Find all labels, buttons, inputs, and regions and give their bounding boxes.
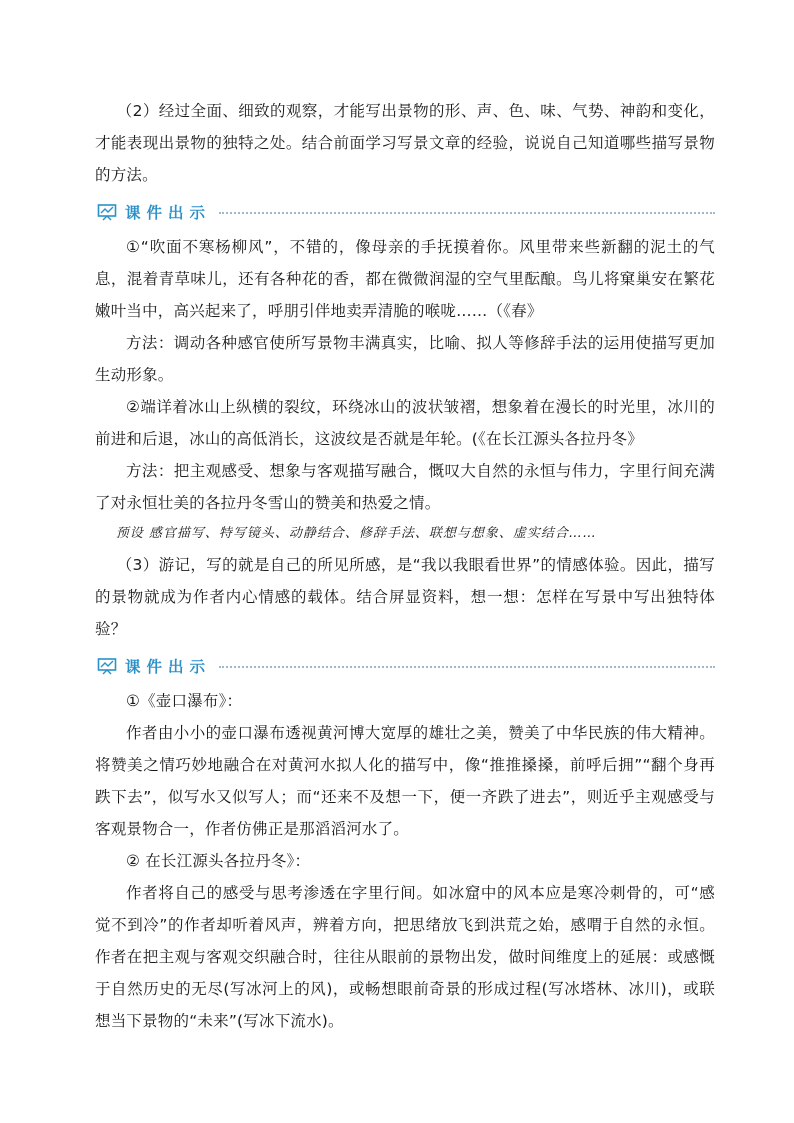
question-3: （3）游记，写的就是自己的所见所感，是“我以我眼看世界”的情感体验。因此，描写的景物就成为作者内心情感的载体。结合屏显资料，想一想：怎样在写景中写出独特体验？ bbox=[95, 556, 715, 638]
document-page bbox=[95, 95, 715, 1037]
dotted-divider bbox=[219, 666, 715, 668]
courseware-header-1 bbox=[95, 195, 715, 229]
presentation-board-icon bbox=[97, 203, 117, 221]
analysis-2-body: 作者将自己的感受与思考渗透在字里行间。如冰窟中的风本应是寒冷刺骨的，可“感觉不到冷”的作者却听着风声，辨着方向，把思绪放飞到洪荒之始，感喟于自然的永恒。作者在把主观与客观交织融合时，往往从眼前的景物出发，做时间维度上的延展：或感慨于自然历史的无尽(写冰河上的风)，或畅想眼前奇景的形成过程(写冰塔林、冰川)，或联想当下景物的“未来”(写冰下流水)。 bbox=[95, 884, 715, 1030]
dotted-divider bbox=[219, 212, 715, 214]
presentation-board-icon bbox=[97, 657, 117, 675]
example-2-method: 方法：把主观感受、想象与客观描写融合，慨叹大自然的永恒与伟力，字里行间充满了对永恒壮美的各拉丹冬雪山的赞美和热爱之情。 bbox=[95, 462, 715, 512]
analysis-1-title: ①《壶口瀑布》： bbox=[126, 692, 243, 710]
example-1-method: 方法：调动各种感官使所写景物丰满真实，比喻、拟人等修辞手法的运用使描写更加生动形象。 bbox=[95, 334, 715, 384]
preset-answer: 预设 感官描写、特写镜头、动静结合、修辞手法、联想与想象、虚实结合…… bbox=[115, 526, 597, 541]
question-2: （2）经过全面、细致的观察，才能写出景物的形、声、色、味、气势、神韵和变化，才能表现出景物的独特之处。结合前面学习写景文章的经验，说说自己知道哪些描写景物的方法。 bbox=[95, 102, 715, 184]
analysis-2-title: ② 在长江源头各拉丹冬》： bbox=[126, 852, 311, 870]
courseware-title: 课件出示 bbox=[125, 658, 212, 676]
example-1-quote: ①“吹面不寒杨柳风”，不错的，像母亲的手抚摸着你。风里带来些新翻的泥土的气息，混着青草味儿，还有各种花的香，都在微微润湿的空气里酝酿。鸟儿将窠巢安在繁花嫩叶当中，高兴起来了，呼朋引伴地卖弄清脆的喉咙……（《春》 bbox=[95, 238, 715, 320]
courseware-title: 课件出示 bbox=[125, 204, 212, 222]
courseware-header-2 bbox=[95, 649, 715, 683]
analysis-1-body: 作者由小小的壶口瀑布透视黄河博大宽厚的雄壮之美，赞美了中华民族的伟大精神。将赞美之情巧妙地融合在对黄河水拟人化的描写中，像“推推搡搡，前呼后拥”“翻个身再跌下去”，似写水又似写人；而“还来不及想一下，便一齐跌了进去”，则近乎主观感受与客观景物合一，作者仿佛正是那滔滔河水了。 bbox=[95, 724, 715, 838]
example-2-quote: ②端详着冰山上纵横的裂纹，环绕冰山的波状皱褶，想象着在漫长的时光里，冰川的前进和后退，冰山的高低消长，这波纹是否就是年轮。(《在长江源头各拉丹冬》 bbox=[95, 398, 715, 448]
